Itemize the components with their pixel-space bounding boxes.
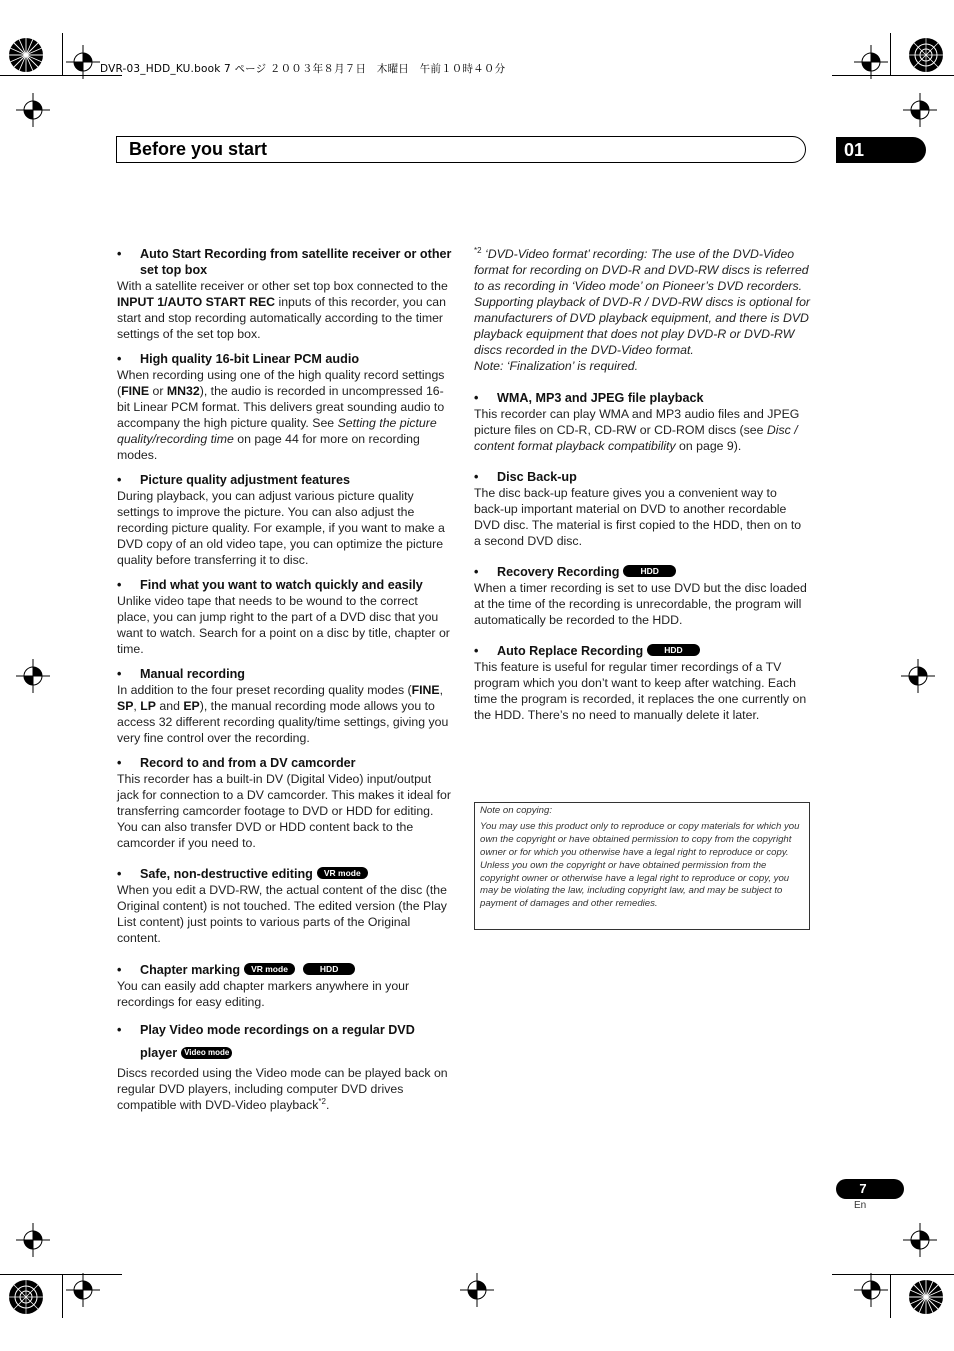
- feature-body: You can easily add chapter markers anywhere in your recordings for easy editing.: [117, 979, 410, 1009]
- registration-mark-icon: [903, 93, 937, 127]
- feature-body: With a satellite receiver or other set top box connected to the INPUT 1/AUTO START REC inputs of this recorder, you can start and stop recording automatically according to the timer settings of the set top box.: [117, 279, 448, 341]
- feature-title: WMA, MP3 and JPEG file playback: [497, 391, 704, 405]
- bullet-icon: •: [117, 963, 122, 977]
- bullet-icon: •: [474, 565, 479, 579]
- print-slug: DVR-03_HDD_KU.book 7 ページ ２００３年８月７日 木曜日 午前１０時４０分: [100, 63, 506, 75]
- registration-mark-icon: [66, 45, 100, 79]
- crop-line: [890, 1274, 891, 1318]
- registration-mark-icon: [16, 659, 50, 693]
- video-mode-badge: Video mode: [181, 1047, 232, 1059]
- chapter-number: 01: [844, 140, 865, 160]
- bullet-icon: •: [474, 391, 479, 405]
- crop-line: [890, 33, 891, 75]
- right-column: [474, 246, 810, 732]
- crop-line: [0, 1274, 122, 1275]
- feature-item: [474, 643, 810, 723]
- feature-title: Recovery Recording: [497, 565, 620, 579]
- feature-title: Manual recording: [140, 667, 245, 681]
- footnote-mark: *2: [474, 245, 482, 255]
- feature-item: [117, 666, 452, 746]
- feature-title: Chapter marking: [140, 963, 241, 977]
- sunburst-mark-icon: [908, 1279, 944, 1315]
- feature-body: Unlike video tape that needs to be wound to the correct place, you can jump right to the part of a DVD disc that you want to watch. Search for a point on a disc by title, chapter or time.: [117, 594, 450, 656]
- bullet-icon: •: [117, 352, 122, 366]
- footnote-text: ‘DVD-Video format’ recording: The use of the DVD-Video format for recording on DVD-R and DVD-RW discs is referred to as recording in ‘Video mode’ on Pioneer’s DVD recorders. Supporting playback of DVD-R / DVD-RW discs is optional for manufacturers of DVD playback equipment, and there is DVD playback equipment that does not play DVD-R or DVD-RW discs recorded in the DVD-Video format.: [474, 247, 811, 357]
- vr-mode-badge: VR mode: [244, 963, 295, 975]
- feature-item: [117, 962, 452, 1010]
- feature-body: In addition to the four preset recording quality modes (FINE, SP, LP and EP), the manual recording mode allows you to access 32 different recording quality/time settings, giving you very fine control over the recording.: [117, 683, 449, 745]
- feature-body: When a timer recording is set to use DVD but the disc loaded at the time of the recording is unrecordable, the program will automatically be recorded to the HDD.: [474, 581, 807, 627]
- feature-item: [117, 472, 452, 568]
- left-column: [117, 246, 452, 1122]
- feature-body: This feature is useful for regular timer recordings of a TV program which you don’t want to keep after watching. Each time the program is recorded, it replaces the one currently on the HDD. There’s no need to manually delete it later.: [474, 660, 807, 722]
- vr-mode-badge: VR mode: [317, 867, 368, 879]
- feature-body: When recording using one of the high quality record settings (FINE or MN32), the audio is recorded in uncompressed 16-bit Linear PCM format. This delivers great sounding audio to accompany the high picture quality. See Setting the picture quality/recording time on page 44 for more on recording modes.: [117, 368, 445, 462]
- feature-title: Disc Back-up: [497, 470, 577, 484]
- feature-item: [474, 469, 810, 549]
- crop-line: [62, 33, 63, 75]
- crop-line: [832, 1274, 954, 1275]
- language-label: En: [854, 1200, 867, 1211]
- registration-mark-icon: [903, 1223, 937, 1257]
- sunburst-mark-icon: [8, 37, 44, 73]
- registration-mark-icon: [854, 45, 888, 79]
- section-title: Before you start: [129, 139, 268, 159]
- feature-item: [117, 351, 452, 463]
- feature-title: Picture quality adjustment features: [140, 473, 350, 487]
- registration-mark-icon: [854, 1273, 888, 1307]
- bullet-icon: •: [474, 644, 479, 658]
- registration-mark-icon: [16, 1223, 50, 1257]
- feature-item: [117, 755, 452, 851]
- feature-item: [117, 246, 452, 342]
- bullet-icon: •: [474, 470, 479, 484]
- footnote: [474, 246, 810, 374]
- feature-title: Auto Start Recording from satellite receiver or other set top box: [140, 247, 452, 277]
- chapter-tab: [836, 137, 926, 163]
- page-number: 7: [859, 1181, 867, 1196]
- bullet-icon: •: [117, 756, 122, 770]
- feature-item: [474, 564, 810, 628]
- bullet-icon: •: [117, 578, 122, 592]
- feature-body: This recorder can play WMA and MP3 audio files and JPEG picture files on CD-R, CD-RW or CD-ROM discs (see Disc / content format playback compatibility on page 9).: [474, 407, 800, 453]
- feature-body: The disc back-up feature gives you a convenient way to back-up important material on DVD to another recordable DVD disc. The material is first copied to the HDD, then on to a second DVD disc.: [474, 486, 802, 548]
- feature-body: When you edit a DVD-RW, the actual content of the disc (the Original content) is not touched. The edited version (the Play List content) just points to various parts of the Original content.: [117, 883, 447, 945]
- feature-item: [474, 390, 810, 454]
- feature-item: [117, 577, 452, 657]
- crop-line: [832, 75, 954, 76]
- footnote-note: Note: ‘Finalization’ is required.: [474, 359, 639, 373]
- feature-body: During playback, you can adjust various picture quality settings to improve the picture. You can also adjust the recording picture quality. For example, if you want to make a DVD copy of an old video tape, you can optimize the picture quality before transferring it to disc.: [117, 489, 445, 567]
- feature-title: Safe, non-destructive editing: [140, 867, 313, 881]
- hdd-badge: HDD: [623, 565, 675, 577]
- bullet-icon: •: [117, 247, 122, 261]
- feature-title: Record to and from a DV camcorder: [140, 756, 356, 770]
- bullet-icon: •: [117, 1023, 122, 1037]
- feature-title: High quality 16-bit Linear PCM audio: [140, 352, 360, 366]
- crop-line: [0, 75, 62, 76]
- hdd-badge: HDD: [303, 963, 355, 975]
- crop-line: [62, 1274, 63, 1318]
- bullet-icon: •: [117, 867, 122, 881]
- feature-body: This recorder has a built-in DV (Digital Video) input/output jack for connection to a DV camcorder. This makes it ideal for transferring camcorder footage to DVD or HDD for editing. You can also transfer DVD or HDD content back to the camcorder if you need to.: [117, 772, 451, 850]
- feature-item: [117, 866, 452, 946]
- copying-note-text: You may use this product only to reproduce or copy materials for which you own the copyright or have obtained permission to copy from the copyright owner or for which you otherwise have a legal right to reproduce or copy. Unless you own the copyright or have obtained permission from the copyright owner or otherwise have a legal right to reproduce or copy, you may be violating the law, including copyright law, and may be subject to payment of damages and other remedies.: [480, 820, 800, 910]
- feature-title: Auto Replace Recording: [497, 644, 644, 658]
- registration-mark-icon: [66, 1273, 100, 1307]
- hdd-badge: HDD: [647, 644, 699, 656]
- feature-item: [117, 1019, 452, 1113]
- feature-title: Play Video mode recordings on a regular DVD player: [140, 1023, 415, 1060]
- copying-note-box: [474, 802, 810, 930]
- registration-mark-icon: [901, 659, 935, 693]
- bullet-icon: •: [117, 473, 122, 487]
- bullet-icon: •: [117, 667, 122, 681]
- sunburst-mark-icon: [8, 1279, 44, 1315]
- copying-note-heading: Note on copying:: [480, 805, 552, 816]
- sunburst-mark-icon: [908, 37, 944, 73]
- feature-title: Find what you want to watch quickly and easily: [140, 578, 423, 592]
- registration-mark-icon: [16, 93, 50, 127]
- feature-body: Discs recorded using the Video mode can be played back on regular DVD players, including computer DVD drives compatible with DVD-Video playback$^{*2}$.: [117, 1066, 448, 1112]
- registration-mark-icon: [460, 1273, 494, 1307]
